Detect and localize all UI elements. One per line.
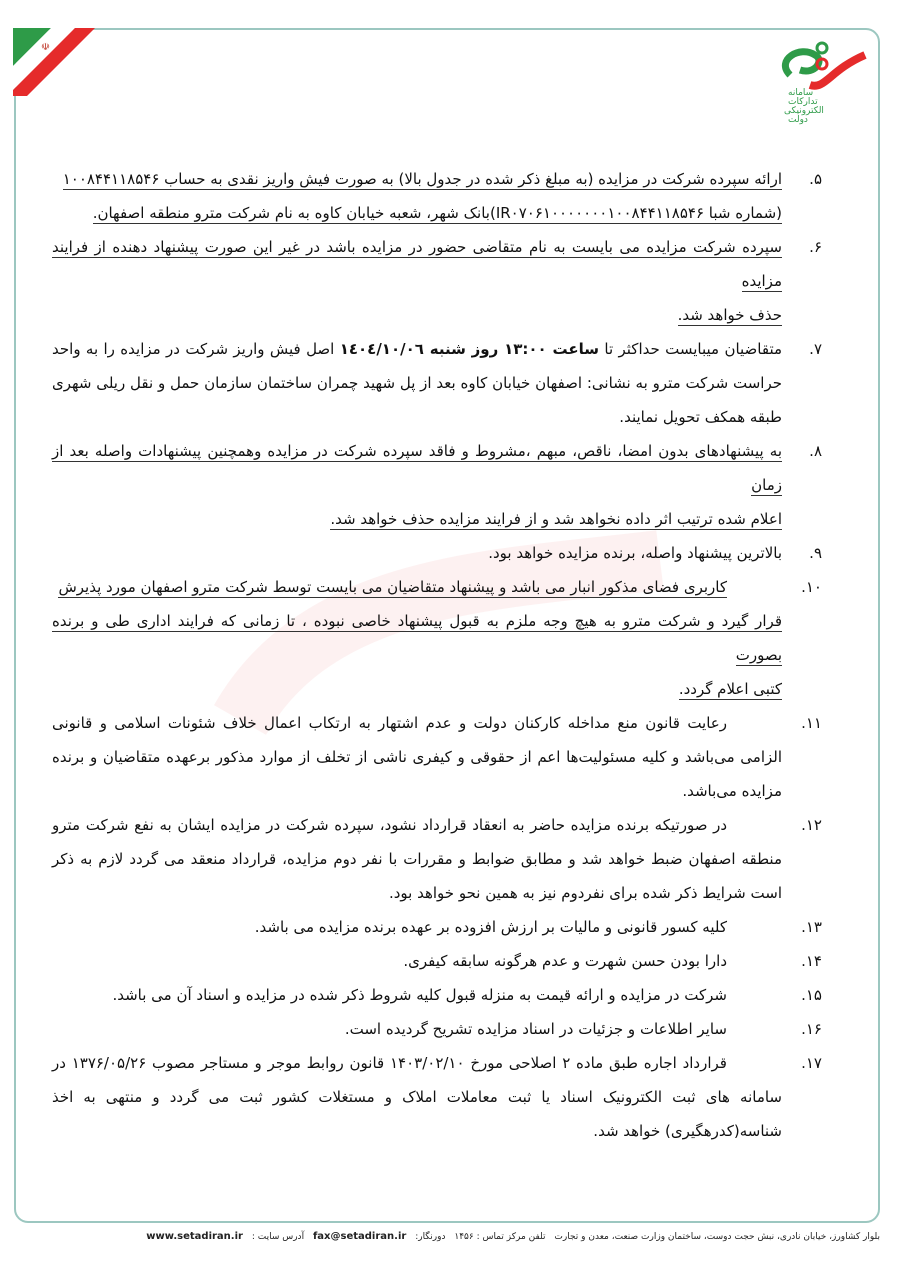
item-number: ۹. xyxy=(809,544,822,562)
list-item xyxy=(52,230,822,332)
footer-address: بلوار کشاورز، خیابان نادری، نبش حجت دوست، ساختمان وزارت صنعت، معدن و تجارت xyxy=(554,1232,880,1242)
logo-text: الکترونیکی xyxy=(784,106,824,116)
footer-phone: تلفن مرکز تماس : ۱۴۵۶ xyxy=(454,1232,546,1242)
footer-site-label: آدرس سایت : xyxy=(251,1232,305,1242)
item-number: ۱۴. xyxy=(801,952,822,970)
list-item xyxy=(52,978,822,1012)
item-number: ۶. xyxy=(809,238,822,256)
setad-logo xyxy=(770,30,870,125)
item-number: ۸. xyxy=(809,442,822,460)
list-item xyxy=(52,706,822,808)
iran-flag-ribbon xyxy=(13,26,113,96)
item-text: دارا بودن حسن شهرت و عدم هرگونه سابقه کیفری. xyxy=(403,952,727,970)
logo-text: تدارکات xyxy=(788,97,818,107)
list-item xyxy=(52,910,822,944)
list-item xyxy=(52,162,822,230)
item-text: اعلام شده ترتیب اثر داده نخواهد شد و از فرایند مزایده حذف خواهد شد. xyxy=(330,510,782,528)
item-number: ۵. xyxy=(809,170,822,188)
item-number: ۱۲. xyxy=(801,816,822,834)
item-number: ۱۵. xyxy=(801,986,822,1004)
item-text: کتبی اعلام گردد. xyxy=(678,680,782,698)
list-item xyxy=(52,434,822,536)
footer-site-link[interactable]: www.setadiran.ir xyxy=(146,1231,243,1242)
footer xyxy=(120,1231,880,1242)
item-text: قرار گیرد و شرکت مترو به هیچ وجه ملزم به قبول پیشنهاد خاصی نبوده ، تا زمانی که فرایند اداری طی و برنده بصورت xyxy=(52,612,782,664)
logo-text: سامانه xyxy=(788,88,814,98)
item-text: در صورتیکه برنده مزایده حاضر به انعقاد قرارداد نشود، سپرده شرکت در مزایده ایشان به نفع شرکت مترو منطقه اصفهان ضبط خواهد شد و مطابق ضوابط و مقررات با نفر دوم مزایده، قرارداد منعقد می گردد لازم به ذکر است شرایط ذکر شده برای نفردوم نیز به همین نحو خواهد بود. xyxy=(52,816,782,902)
list-item xyxy=(52,1046,822,1148)
item-text: بالاترین پیشنهاد واصله، برنده مزایده خواهد بود. xyxy=(488,544,782,562)
item-number: ۱۱. xyxy=(801,714,822,732)
list-item xyxy=(52,808,822,910)
list-item xyxy=(52,536,822,570)
item-text: اصل فیش واریز شرکت در مزایده را به واحد حراست شرکت مترو به نشانی: اصفهان خیابان کاوه بعد از پل شهید چمران ساختمان سازمان حمل و نقل ریلی شهری طبقه همکف تحویل نمایند. xyxy=(52,340,782,426)
deadline-text: ساعت ۱۳:۰۰ روز شنبه ١٤٠٤/١٠/٠٦ xyxy=(339,340,600,358)
item-number: ۱۳. xyxy=(801,918,822,936)
item-number: ۱۰. xyxy=(801,578,822,596)
terms-list xyxy=(52,162,822,1148)
item-number: ۱۶. xyxy=(801,1020,822,1038)
item-text: سپرده شرکت مزایده می بایست به نام متقاضی حضور در مزایده باشد در غیر این صورت پیشنهاد دهنده از فرایند مزایده xyxy=(52,238,782,290)
item-text: ارائه سپرده شرکت در مزایده (به مبلغ ذکر شده در جدول بالا) به صورت فیش واریز نقدی به حساب ۱۰۰۸۴۴۱۱۸۵۴۶ xyxy=(62,170,782,188)
list-item xyxy=(52,1012,822,1046)
list-item xyxy=(52,944,822,978)
emblem-icon: ☫ xyxy=(41,42,50,53)
item-text: به پیشنهادهای بدون امضا، ناقص، مبهم ،مشروط و فاقد سپرده شرکت در مزایده وهمچنین پیشنهادات واصله بعد از زمان xyxy=(52,442,782,494)
list-item xyxy=(52,570,822,706)
logo-text: دولت xyxy=(788,115,808,125)
item-text: سایر اطلاعات و جزئیات در اسناد مزایده تشریح گردیده است. xyxy=(344,1020,727,1038)
footer-fax-label: دورنگار: xyxy=(415,1232,446,1242)
item-text: کاربری فضای مذکور انبار می باشد و پیشنهاد متقاضیان می بایست توسط شرکت مترو اصفهان مورد پذیرش xyxy=(58,578,727,596)
item-text: شرکت در مزایده و ارائه قیمت به منزله قبول کلیه شروط ذکر شده در مزایده و اسناد آن می باشد. xyxy=(112,986,727,1004)
item-text: قرارداد اجاره طبق ماده ۲ اصلاحی مورخ ۱۴۰۳/۰۲/۱۰ قانون روابط موجر و مستاجر مصوب ۱۳۷۶/۰۵/۲۶ در سامانه های ثبت الکترونیک اسناد یا ثبت معاملات املاک و مستغلات کشور ثبت می گردد و منتهی به اخذ شناسه(کدرهگیری) خواهد شد. xyxy=(52,1054,782,1140)
item-text: رعایت قانون منع مداخله کارکنان دولت و عدم اشتهار به ارتکاب اعمال خلاف شئونات اسلامی و قانونی الزامی می‌باشد و کلیه مسئولیت‌ها اعم از حقوقی و کیفری ناشی از تخلف از موارد مذکور برعهده متقاضیان و برنده مزایده می‌باشد. xyxy=(52,714,782,800)
item-text: کلیه کسور قانونی و مالیات بر ارزش افزوده بر عهده برنده مزایده می باشد. xyxy=(254,918,727,936)
item-text: متقاضیان میبایست حداکثر تا xyxy=(599,340,783,358)
item-number: ۱۷. xyxy=(801,1054,822,1072)
footer-fax[interactable]: fax@setadiran.ir xyxy=(312,1231,407,1242)
item-number: ۷. xyxy=(809,340,822,358)
list-item xyxy=(52,332,822,434)
item-text: (شماره شبا IR۰۷۰۶۱۰۰۰۰۰۰۰۱۰۰۸۴۴۱۱۸۵۴۶)بانک شهر، شعبه خیابان کاوه به نام شرکت مترو منطقه اصفهان. xyxy=(92,204,782,222)
item-text: حذف خواهد شد. xyxy=(677,306,782,324)
